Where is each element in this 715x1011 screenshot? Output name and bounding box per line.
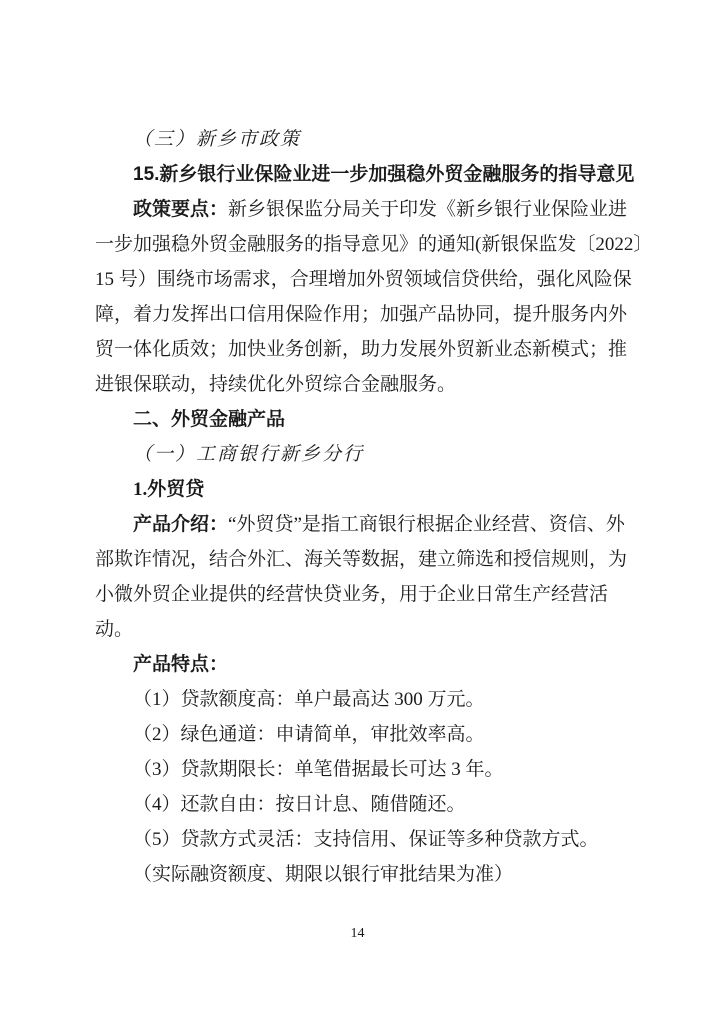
sub1-heading: （一）工商银行新乡分行	[133, 444, 365, 465]
policy-points-text: 新乡银保监分局关于印发《新乡银行业保险业进一步加强稳外贸金融服务的指导意见》的通知(新银保监发〔2022〕15 号）围绕市场需求，合理增加外贸领域信贷供给，强化风险保障，着力发挥出口信用保险作用；加强产品协同，提升服务内外贸一体化质效；加快业务创新，助力发展外贸新业态新模式；推进银保联动，持续优化外贸综合金融服务。	[95, 199, 643, 395]
policy-points-paragraph	[95, 192, 643, 402]
feature-item-5: （5）贷款方式灵活：支持信用、保证等多种贷款方式。	[133, 829, 599, 850]
policy-points-label: 政策要点：	[133, 199, 229, 220]
feature-item-4: （4）还款自由：按日计息、随借随还。	[133, 794, 466, 815]
feature-item-3: （3）贷款期限长：单笔借据最长可达 3 年。	[133, 759, 504, 780]
feature-item-2: （2）绿色通道：申请简单，审批效率高。	[133, 724, 485, 745]
product-intro-paragraph	[95, 507, 643, 647]
product-intro-text: “外贸贷”是指工商银行根据企业经营、资信、外部欺诈情况，结合外汇、海关等数据，建立筛选和授信规则，为小微外贸企业提供的经营快贷业务，用于企业日常生产经营活动。	[95, 514, 628, 640]
feature-item-1: （1）贷款额度高：单户最高达 300 万元。	[133, 689, 485, 710]
disclaimer: （实际融资额度、期限以银行审批结果为准）	[133, 864, 514, 885]
section2-heading: 二、外贸金融产品	[133, 409, 286, 430]
product1-heading: 1.外贸贷	[133, 479, 205, 500]
page-number: 14	[350, 926, 365, 941]
page-content	[95, 122, 643, 892]
section3-heading: （三）新乡市政策	[133, 129, 302, 150]
product-intro-label: 产品介绍：	[133, 514, 229, 535]
policy15-heading: 15.新乡银行业保险业进一步加强稳外贸金融服务的指导意见	[133, 164, 635, 185]
product-features-label: 产品特点：	[133, 654, 229, 675]
